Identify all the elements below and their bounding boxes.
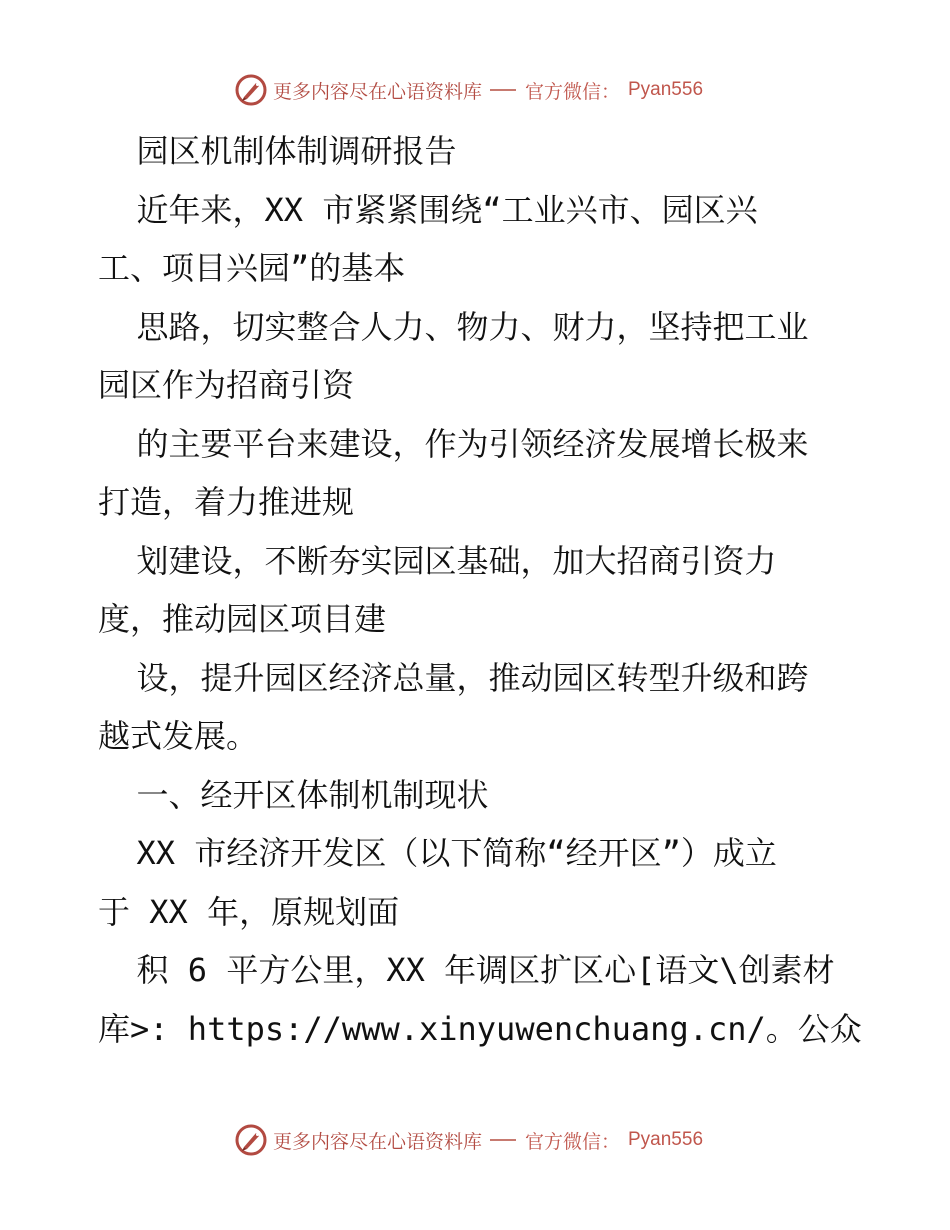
header-banner-inner bbox=[235, 74, 703, 106]
section-heading: 一、经开区体制机制现状 bbox=[98, 775, 489, 814]
body-line: 于 XX 年，原规划面 bbox=[98, 892, 400, 931]
body-line: 近年来，XX 市紧紧围绕“工业兴市、园区兴 bbox=[98, 190, 758, 229]
body-line: 划建设，不断夯实园区基础，加大招商引资力 bbox=[98, 541, 777, 580]
header-banner-dash bbox=[490, 89, 516, 91]
body-line: 积 6 平方公里，XX 年调区扩区心[语文\创素材 bbox=[98, 951, 835, 989]
body-line: XX 市经济开发区（以下简称“经开区”）成立 bbox=[98, 834, 777, 872]
footer-banner-dash bbox=[490, 1139, 516, 1141]
pen-logo-icon bbox=[235, 74, 267, 106]
body-line: 度，推动园区项目建 bbox=[98, 600, 387, 638]
header-wechat-label: 官方微信： bbox=[524, 80, 620, 103]
footer-wechat-id: Pyan556 bbox=[628, 1129, 704, 1150]
body-line: 工、项目兴园”的基本 bbox=[98, 249, 406, 287]
header-wechat-id: Pyan556 bbox=[628, 79, 704, 100]
body-line: 库>: https://www.xinyuwenchuang.cn/。公众 bbox=[98, 1009, 862, 1048]
footer-banner-text: 更多内容尽在心语资料库 bbox=[272, 1130, 482, 1153]
body-line: 思路，切实整合人力、物力、财力，坚持把工业 bbox=[98, 307, 809, 346]
body-line: 越式发展。 bbox=[98, 717, 259, 755]
footer-banner bbox=[0, 1120, 950, 1160]
document-body bbox=[98, 122, 862, 1058]
body-line: 园区作为招商引资 bbox=[98, 366, 355, 404]
header-banner-text: 更多内容尽在心语资料库 bbox=[272, 80, 482, 103]
header-banner bbox=[0, 70, 950, 110]
body-line: 设，提升园区经济总量，推动园区转型升级和跨 bbox=[98, 658, 809, 697]
footer-wechat-label: 官方微信： bbox=[524, 1130, 620, 1153]
document-title: 园区机制体制调研报告 bbox=[98, 132, 457, 170]
body-line: 打造，着力推进规 bbox=[98, 483, 355, 521]
body-line: 的主要平台来建设，作为引领经济发展增长极来 bbox=[98, 424, 809, 463]
pen-logo-icon bbox=[235, 1124, 267, 1156]
footer-banner-inner bbox=[235, 1124, 703, 1156]
